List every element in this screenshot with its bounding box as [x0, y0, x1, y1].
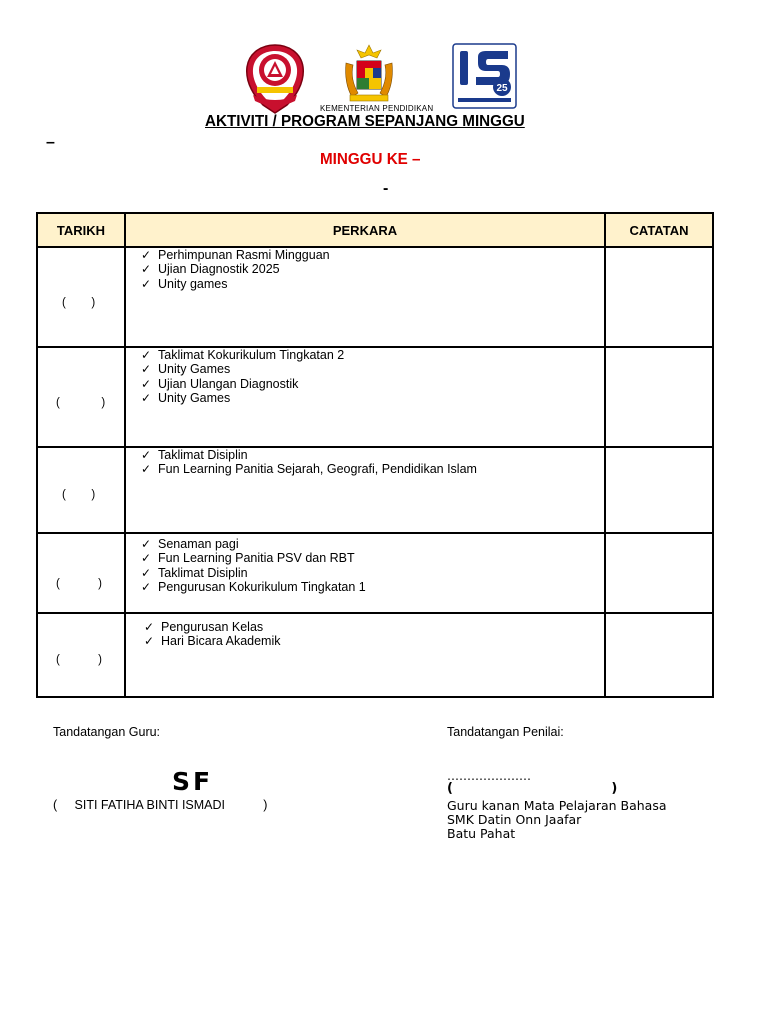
tarikh-cell [37, 613, 125, 697]
teacher-signature-label: Tandatangan Guru: [53, 725, 161, 739]
list-item [141, 537, 604, 551]
activity-text: Ujian Diagnostik 2025 [158, 262, 280, 277]
assessor-name-placeholder: ( ) [447, 781, 618, 796]
catatan-cell [605, 447, 713, 533]
malaysia-crest-logo [340, 43, 398, 105]
title-dash: – [46, 134, 55, 151]
is25-logo-number: 25 [496, 83, 508, 94]
activity-text: Unity Games [158, 390, 231, 405]
list-item [141, 276, 604, 291]
page-title: AKTIVITI / PROGRAM SEPANJANG MINGGU [205, 113, 525, 130]
assessor-signature-label: Tandatangan Penilai: [447, 725, 564, 739]
tarikh-cell [37, 347, 125, 447]
date-placeholder: ( ) [56, 654, 102, 666]
activity-text: Unity games [158, 276, 228, 291]
activity-text: Taklimat Disiplin [158, 448, 248, 462]
check-icon: ✓ [141, 390, 152, 405]
activity-text: Hari Bicara Akademik [161, 634, 281, 649]
teacher-signature-initials: SF [172, 767, 214, 796]
list-item [141, 579, 604, 594]
date-placeholder: ( ) [62, 489, 96, 501]
header-catatan: CATATAN [605, 213, 713, 247]
list-item [144, 620, 604, 634]
table-row [37, 447, 713, 533]
list-item [141, 551, 604, 566]
check-icon: ✓ [144, 634, 155, 649]
activity-text: Fun Learning Panitia PSV dan RBT [158, 551, 355, 566]
week-label: MINGGU KE – [320, 151, 421, 168]
teacher-name: ( SITI FATIHA BINTI ISMADI ) [53, 798, 268, 812]
list-item [141, 448, 604, 462]
activity-text: Pengurusan Kelas [161, 620, 264, 634]
activity-list [126, 248, 604, 291]
check-icon: ✓ [141, 579, 152, 594]
list-item [141, 348, 604, 362]
catatan-cell [605, 247, 713, 347]
school-crest-logo [243, 43, 307, 115]
assessor-signature-line: ………………… [447, 769, 531, 783]
check-icon: ✓ [141, 276, 152, 291]
catatan-cell [605, 533, 713, 613]
activity-text: Senaman pagi [158, 537, 239, 551]
perkara-cell [125, 447, 605, 533]
tarikh-cell [37, 247, 125, 347]
assessor-location: Batu Pahat [447, 826, 516, 841]
activity-text: Taklimat Disiplin [158, 565, 248, 580]
tarikh-cell [37, 447, 125, 533]
catatan-cell [605, 347, 713, 447]
check-icon: ✓ [141, 348, 152, 362]
table-header-row [37, 213, 713, 247]
activity-text: Fun Learning Panitia Sejarah, Geografi, Pendidikan Islam [158, 462, 477, 477]
activity-text: Ujian Ulangan Diagnostik [158, 376, 299, 391]
activity-text: Unity Games [158, 362, 231, 377]
perkara-cell [125, 533, 605, 613]
assessor-position: Guru kanan Mata Pelajaran Bahasa [447, 798, 667, 813]
check-icon: ✓ [141, 448, 152, 462]
check-icon: ✓ [141, 248, 152, 262]
perkara-cell [125, 247, 605, 347]
week-dash: - [383, 180, 389, 197]
activity-list [126, 534, 604, 594]
list-item [141, 262, 604, 277]
table-row [37, 247, 713, 347]
list-item [141, 462, 604, 477]
tarikh-cell [37, 533, 125, 613]
activity-text: Taklimat Kokurikulum Tingkatan 2 [158, 348, 345, 362]
list-item [141, 565, 604, 580]
activity-list [126, 448, 604, 477]
check-icon: ✓ [141, 551, 152, 566]
activity-text: Perhimpunan Rasmi Mingguan [158, 248, 330, 262]
date-placeholder: ( ) [62, 297, 96, 309]
perkara-cell [125, 347, 605, 447]
check-icon: ✓ [141, 462, 152, 477]
catatan-cell [605, 613, 713, 697]
ministry-label: KEMENTERIAN PENDIDIKAN [320, 104, 434, 113]
header-tarikh: TARIKH [37, 213, 125, 247]
check-icon: ✓ [144, 620, 155, 634]
perkara-cell [125, 613, 605, 697]
assessor-school: SMK Datin Onn Jaafar [447, 812, 582, 827]
date-placeholder: ( ) [56, 578, 102, 590]
header-perkara: PERKARA [125, 213, 605, 247]
list-item [141, 248, 604, 262]
list-item [144, 634, 604, 649]
check-icon: ✓ [141, 537, 152, 551]
table-row [37, 613, 713, 697]
check-icon: ✓ [141, 362, 152, 377]
list-item [141, 376, 604, 391]
table-row [37, 347, 713, 447]
table-row [37, 533, 713, 613]
is25-logo [452, 43, 517, 109]
activity-text: Pengurusan Kokurikulum Tingkatan 1 [158, 579, 366, 594]
list-item [141, 362, 604, 377]
check-icon: ✓ [141, 565, 152, 580]
activity-list [126, 614, 604, 649]
list-item [141, 390, 604, 405]
date-placeholder: ( ) [56, 397, 106, 409]
check-icon: ✓ [141, 376, 152, 391]
activity-table [36, 212, 714, 698]
check-icon: ✓ [141, 262, 152, 277]
activity-list [126, 348, 604, 405]
